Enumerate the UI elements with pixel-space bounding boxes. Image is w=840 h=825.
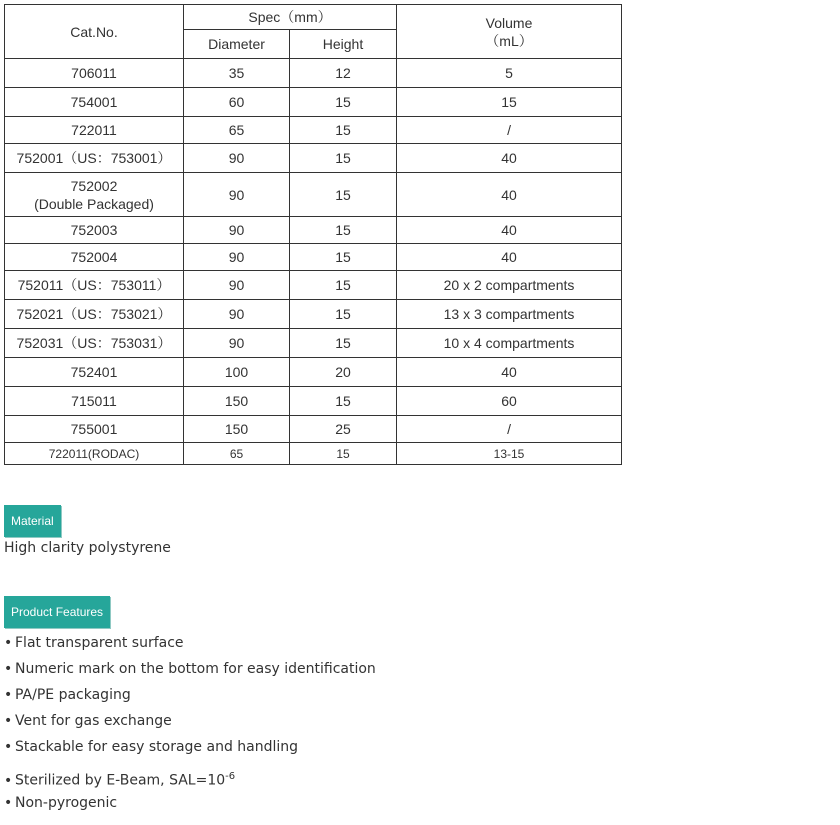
cell-height: 15 [290, 144, 397, 173]
table-row [5, 416, 622, 443]
cell-cat-no: 752003 [5, 217, 184, 244]
header-height: Height [290, 30, 397, 59]
cell-cat-no: 752004 [5, 244, 184, 271]
cell-diameter: 90 [184, 244, 290, 271]
cell-diameter: 150 [184, 416, 290, 443]
feature-text: Numeric mark on the bottom for easy identification [15, 661, 376, 677]
table-row [5, 173, 622, 217]
table-row [5, 117, 622, 144]
bullet-icon: • [4, 661, 13, 677]
bullet-icon: • [4, 687, 13, 703]
table-row [5, 329, 622, 358]
header-volume-label: Volume [485, 14, 533, 31]
cell-height: 15 [290, 173, 397, 217]
cell-height: 15 [290, 217, 397, 244]
cell-height: 15 [290, 88, 397, 117]
table-row [5, 88, 622, 117]
cell-diameter: 60 [184, 88, 290, 117]
cell-volume: 40 [397, 217, 622, 244]
cell-height: 20 [290, 358, 397, 387]
cell-volume: / [397, 117, 622, 144]
cell-volume: 5 [397, 59, 622, 88]
list-item [4, 762, 376, 792]
cell-volume: 13-15 [397, 443, 622, 465]
header-cat-no: Cat.No. [5, 5, 184, 59]
cell-height: 15 [290, 117, 397, 144]
cell-cat-no: 752401 [5, 358, 184, 387]
bullet-icon: • [4, 713, 13, 729]
list-item [4, 658, 376, 684]
sal-exponent: -6 [225, 771, 236, 782]
cell-height: 15 [290, 244, 397, 271]
cell-height: 25 [290, 416, 397, 443]
cell-cat-no: 754001 [5, 88, 184, 117]
features-badge: Product Features [4, 596, 110, 628]
feature-text: Non-pyrogenic [15, 795, 118, 811]
table-row [5, 271, 622, 300]
cell-cat-no: 752001（US：753001） [5, 144, 184, 173]
cell-height: 15 [290, 387, 397, 416]
features-list [4, 632, 376, 818]
cell-cat-no: 752031（US：753031） [5, 329, 184, 358]
spec-table [4, 4, 622, 465]
cell-volume: 60 [397, 387, 622, 416]
cell-cat-no: 755001 [5, 416, 184, 443]
header-spec: Spec（mm） [184, 5, 397, 30]
cell-volume: 40 [397, 358, 622, 387]
material-badge: Material [4, 505, 61, 537]
cell-diameter: 100 [184, 358, 290, 387]
table-row [5, 217, 622, 244]
cell-volume: / [397, 416, 622, 443]
table-row [5, 443, 622, 465]
cell-height: 12 [290, 59, 397, 88]
cell-diameter: 150 [184, 387, 290, 416]
table-row [5, 244, 622, 271]
table-row [5, 59, 622, 88]
list-item [4, 736, 376, 762]
cell-cat-no-line1: 752002 [70, 177, 118, 194]
cell-volume: 40 [397, 144, 622, 173]
cell-volume: 13 x 3 compartments [397, 300, 622, 329]
cell-volume: 15 [397, 88, 622, 117]
cell-cat-no: 706011 [5, 59, 184, 88]
cell-volume: 40 [397, 244, 622, 271]
feature-text: Stackable for easy storage and handling [15, 739, 299, 755]
list-item [4, 632, 376, 658]
bullet-icon: • [4, 739, 13, 755]
table-row [5, 300, 622, 329]
list-item [4, 710, 376, 736]
feature-text: Vent for gas exchange [15, 713, 172, 729]
cell-cat-no: 722011 [5, 117, 184, 144]
header-row [5, 5, 622, 30]
list-item [4, 792, 376, 818]
cell-diameter: 65 [184, 443, 290, 465]
cell-diameter: 35 [184, 59, 290, 88]
list-item [4, 684, 376, 710]
cell-cat-no: 752021（US：753021） [5, 300, 184, 329]
cell-diameter: 90 [184, 300, 290, 329]
feature-text: PA/PE packaging [15, 687, 131, 703]
cell-volume: 10 x 4 compartments [397, 329, 622, 358]
cell-cat-no-line2: (Double Packaged) [34, 195, 154, 212]
cell-diameter: 90 [184, 217, 290, 244]
cell-cat-no: 722011(RODAC) [5, 443, 184, 465]
table-row [5, 358, 622, 387]
header-volume [397, 5, 622, 59]
bullet-icon: • [4, 635, 13, 651]
cell-cat-no: 752011（US：753011） [5, 271, 184, 300]
table-row [5, 387, 622, 416]
bullet-icon: • [4, 795, 13, 811]
cell-height: 15 [290, 300, 397, 329]
cell-diameter: 90 [184, 144, 290, 173]
cell-height: 15 [290, 443, 397, 465]
bullet-icon: • [4, 772, 13, 789]
cell-height: 15 [290, 271, 397, 300]
cell-cat-no: 715011 [5, 387, 184, 416]
cell-diameter: 90 [184, 329, 290, 358]
cell-volume: 20 x 2 compartments [397, 271, 622, 300]
table-row [5, 144, 622, 173]
cell-height: 15 [290, 329, 397, 358]
header-volume-unit: （mL） [485, 32, 533, 49]
cell-volume: 40 [397, 173, 622, 217]
feature-text: Flat transparent surface [15, 635, 184, 651]
feature-text: Sterilized by E-Beam, SAL=10 [15, 772, 226, 789]
header-diameter: Diameter [184, 30, 290, 59]
cell-diameter: 65 [184, 117, 290, 144]
cell-diameter: 90 [184, 271, 290, 300]
cell-diameter: 90 [184, 173, 290, 217]
cell-cat-no [5, 173, 184, 217]
material-text: High clarity polystyrene [4, 540, 171, 556]
